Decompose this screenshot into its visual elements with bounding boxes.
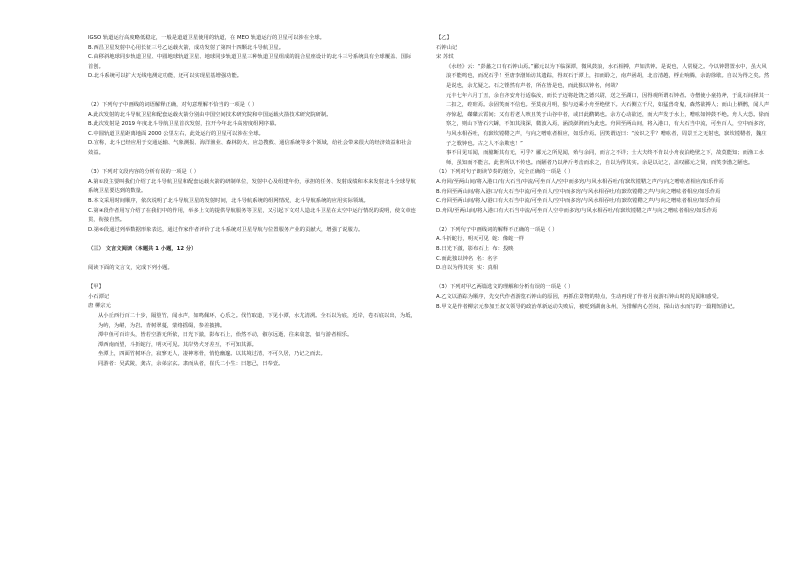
answer-option: C.中圆轨道卫星距离地面 2000 公里左右，此处运行的卫星可以涉在全球。 [88, 130, 264, 137]
passage-paragraph: 潭中鱼可百许头，皆若空游无所依，日光下澈，影布石上，佁然不动，俶尔远逝，往来翕忽，似与游者相乐。 [98, 332, 353, 339]
passage-paragraph: 坐潭上，四面竹树环合，寂寥无人，凄神寒骨，悄怆幽邃。以其境过清，不可久居，乃记之而去。 [98, 351, 326, 358]
answer-option: D.舟回/至两山间/将入港口有大石当中流/可坐百人空中而多窍/与风水相吞吐/有窾坎镗鞳之声与向之噌吰者相应/如乐作焉 [436, 207, 718, 214]
passage-paragraph: 同游者：吴武陵，龚古，余弟宗玄。隶而从者，崔氏二小生：曰恕己，曰奉壹。 [98, 361, 284, 367]
answer-option: B.日光下澈，影布石上 布：投映 [436, 246, 514, 253]
answer-option: B.甲文是作者柳宗元参加王叔文领导的政治革新运动失败后，被贬到湖南永州，为排解内心苦闷，探山访水而写的一篇精短游记。 [436, 303, 738, 310]
answer-option: B.舟回至两山间/将入港口/有大石当中流/可坐百人/空中而多窍/与风水相吞吐/有窾坎镗鞳之声/与向之噌吰者相应/如乐作焉 [436, 188, 721, 195]
passage-paragraph: 事不目见耳闻，而臆断其有无，可乎？郦元之所见闻，殆与余同，而言之不详；士大夫终不肯以小舟夜泊绝壁之下，故莫能知；而渔工水师，虽知而不能言。此世所以不传也。而陋者乃以斧斤考击而求之，自以为得其实。余是以记之，盖叹郦元之简，而笑李渤之陋也。 [446, 150, 764, 166]
answer-option: B.本文采用时间顺序，依次说明了北斗导航卫星的发射时间，北斗导航系统的组网情况，北斗导航系统的应用实际领域。 [88, 197, 369, 204]
intro-line: B.西昌卫星发射中心用长征三号乙运载火箭，成功发射了第四十四颗北斗导航卫星。 [88, 44, 285, 51]
answer-option: A.此次发射的北斗导航卫星和配套运载火箭分别由中国空间技术研究院和中国运载火箭技术研究院研制。 [88, 111, 332, 118]
right-column [436, 34, 771, 312]
answer-option: A.第①段主要叫我们介绍了北斗导航卫星和配套运载火箭的研制单位，发射中心及组建年份，承担的任务、发射成绩和本来发射北斗全球导航系统卫星要达到的数量。 [88, 178, 416, 195]
answer-option: C.而此独以钟名 名：名字 [436, 255, 498, 262]
left-column [88, 34, 416, 370]
answer-option: C.第④段作者用写介绍了在我们中的作用，举多上文的提供导航服务等卫星，又引起下文对人造北斗卫星在太空中运行情况的说明，使文章连贯，衔接自然。 [88, 207, 416, 224]
answer-option: D.自以为得其实 实：真相 [436, 265, 499, 272]
intro-line: IGSO 轨道运行高度略低稳定，一般是道道卫星使用的轨道，在 MEO 轨道运行的卫星可以涉在全球。 [88, 35, 325, 41]
question-stem: （1）下列对句子朗读节奏的划分，完全正确的一项是（ ） [436, 169, 574, 176]
passage-paragraph: 元丰七年六月丁丑，余自齐安舟行适临汝，而长子迈将赴饶之德兴尉，送之至湖口，因得观所谓石钟者。寺僧使小童持斧，于乱石间择其一二扣之，硿硿焉。余固笑而不信也。至莫夜月明，独与迈乘小舟至绝壁下。大石侧立千尺，如猛兽奇鬼，森然欲搏人；而山上栖鹘，闻人声亦惊起，磔磔云霄间；又有若老人咳且笑于山谷中者，或曰此鹳鹤也。余方心动欲还，而大声发于水上，噌吰如钟鼓不绝。舟人大恐。徐而察之，则山下皆石穴罅，不知其浅深，微波入焉，涵淡澎湃而为此也。舟回至两山间，将入港口，有大石当中流，可坐百人，空中而多窍，与风水相吞吐，有窾坎镗鞳之声，与向之噌吰者相应，如乐作焉。因笑谓迈曰：“汝识之乎？噌吰者，周景王之无射也，窾坎镗鞳者，魏庄子之歌钟也。古之人不余欺也！” [446, 92, 770, 147]
passage-paragraph: 潭西南而望，斗折蛇行，明灭可见。其岸势犬牙差互，不可知其源。 [98, 341, 257, 348]
answer-option: A.舟回/至两山间/将入港口/有大石当/中流/可坐百人/空中而多窍/与风水相吞吐/有窾坎镗鞳之声/与向之噌吰者相应/如乐作焉 [436, 178, 724, 185]
question-stem: （3）下列对文段内容的分析有误的一项是（ ） [88, 169, 199, 176]
passage-title: 石钟山记 [436, 44, 458, 51]
answer-option: D.宣称，北斗已经应用于交通运输、气象测报、海洋渔业、森林防火、应急搜救、通信系统等多个领域，给社会带来很大的经济效益和社会效益。 [88, 140, 412, 156]
question-stem: （3）下列对甲乙两篇选文的理解和分析有误的一项是（ ） [436, 284, 574, 291]
answer-option: A.斗折蛇行，明灭可见 蛇：像蛇一样 [436, 236, 525, 243]
answer-option: A.乙文以游踪为顺序，先交代作者游览石钟山的原因，再抓住景物的特点，生动再现了作者月夜游石钟山时的见闻和感受。 [436, 294, 722, 301]
question-stem: （2）下列句子中画线的词语解释正确，对句意理解不恰当的一项是（ ） [88, 101, 258, 108]
passage-author: 唐 柳宗元 [88, 303, 111, 310]
answer-option: C.舟回至两山间/将入/港口有大石当中流/可坐百人/空中而多窍/与风水相吞吐/有窾坎镗鞳之声/与向之噌吰者相应/如乐作焉 [436, 198, 721, 205]
passage-paragraph: 从小丘西行百二十步，隔篁竹，闻水声，如鸣佩环，心乐之。伐竹取道，下见小潭，水尤清冽。全石以为底，近岸，卷石底以出，为坻，为屿，为嵁，为岩。青树翠蔓，蒙络摇缀，参差披拂。 [98, 313, 416, 329]
intro-line: C.由移斜地球同步轨道卫星、中圆地球轨道卫星、地球同步轨道卫星三种轨道卫星组成的混合星座设计的北斗三号系统具有全球覆盖、国际首创。 [88, 54, 412, 70]
section-title: （三） 文言文阅读（本题共 1 小题，12 分） [88, 245, 197, 252]
passage-paragraph: 《水经》云：“彭蠡之口有石钟山焉。”郦元以为下临深潭，微风鼓浪，水石相搏，声如洪钟。是说也，人常疑之。今以钟磬置水中，虽大风浪不能鸣也，而况石乎！至唐李渤始访其遗踪，得双石于潭上，扣而聆之，南声函胡，北音清越，桴止响腾，余韵徐歇。自以为得之矣。然是说也，余尤疑之。石之铿然有声者，所在皆是也，而此独以钟名，何哉？ [446, 63, 770, 89]
section-prompt: 阅读下面的文言文，完成下列小题。 [88, 265, 173, 272]
passage-author: 宋 苏轼 [436, 54, 454, 61]
intro-line: D.北斗系统可以扩大无线电测定功能，还可以实现星基增强功能。 [88, 73, 243, 80]
passage-label: 【乙】 [436, 35, 452, 41]
passage-label: 【甲】 [88, 284, 104, 291]
passage-title: 小石潭记 [88, 293, 110, 300]
question-stem: （2）下列句子中画线词的解释不正确的一项是（ ） [436, 226, 558, 233]
answer-option: D.第⑥段通过列举数据形象表达，通过作家作者评价了北斗系统对卫星导航与位置服务产业的贡献大，增强了说服力。 [88, 226, 364, 233]
answer-option: B.此次发射是 2019 年度北斗导航卫星首次发射，拉开今年北斗高密度组网序幕。 [88, 121, 280, 128]
